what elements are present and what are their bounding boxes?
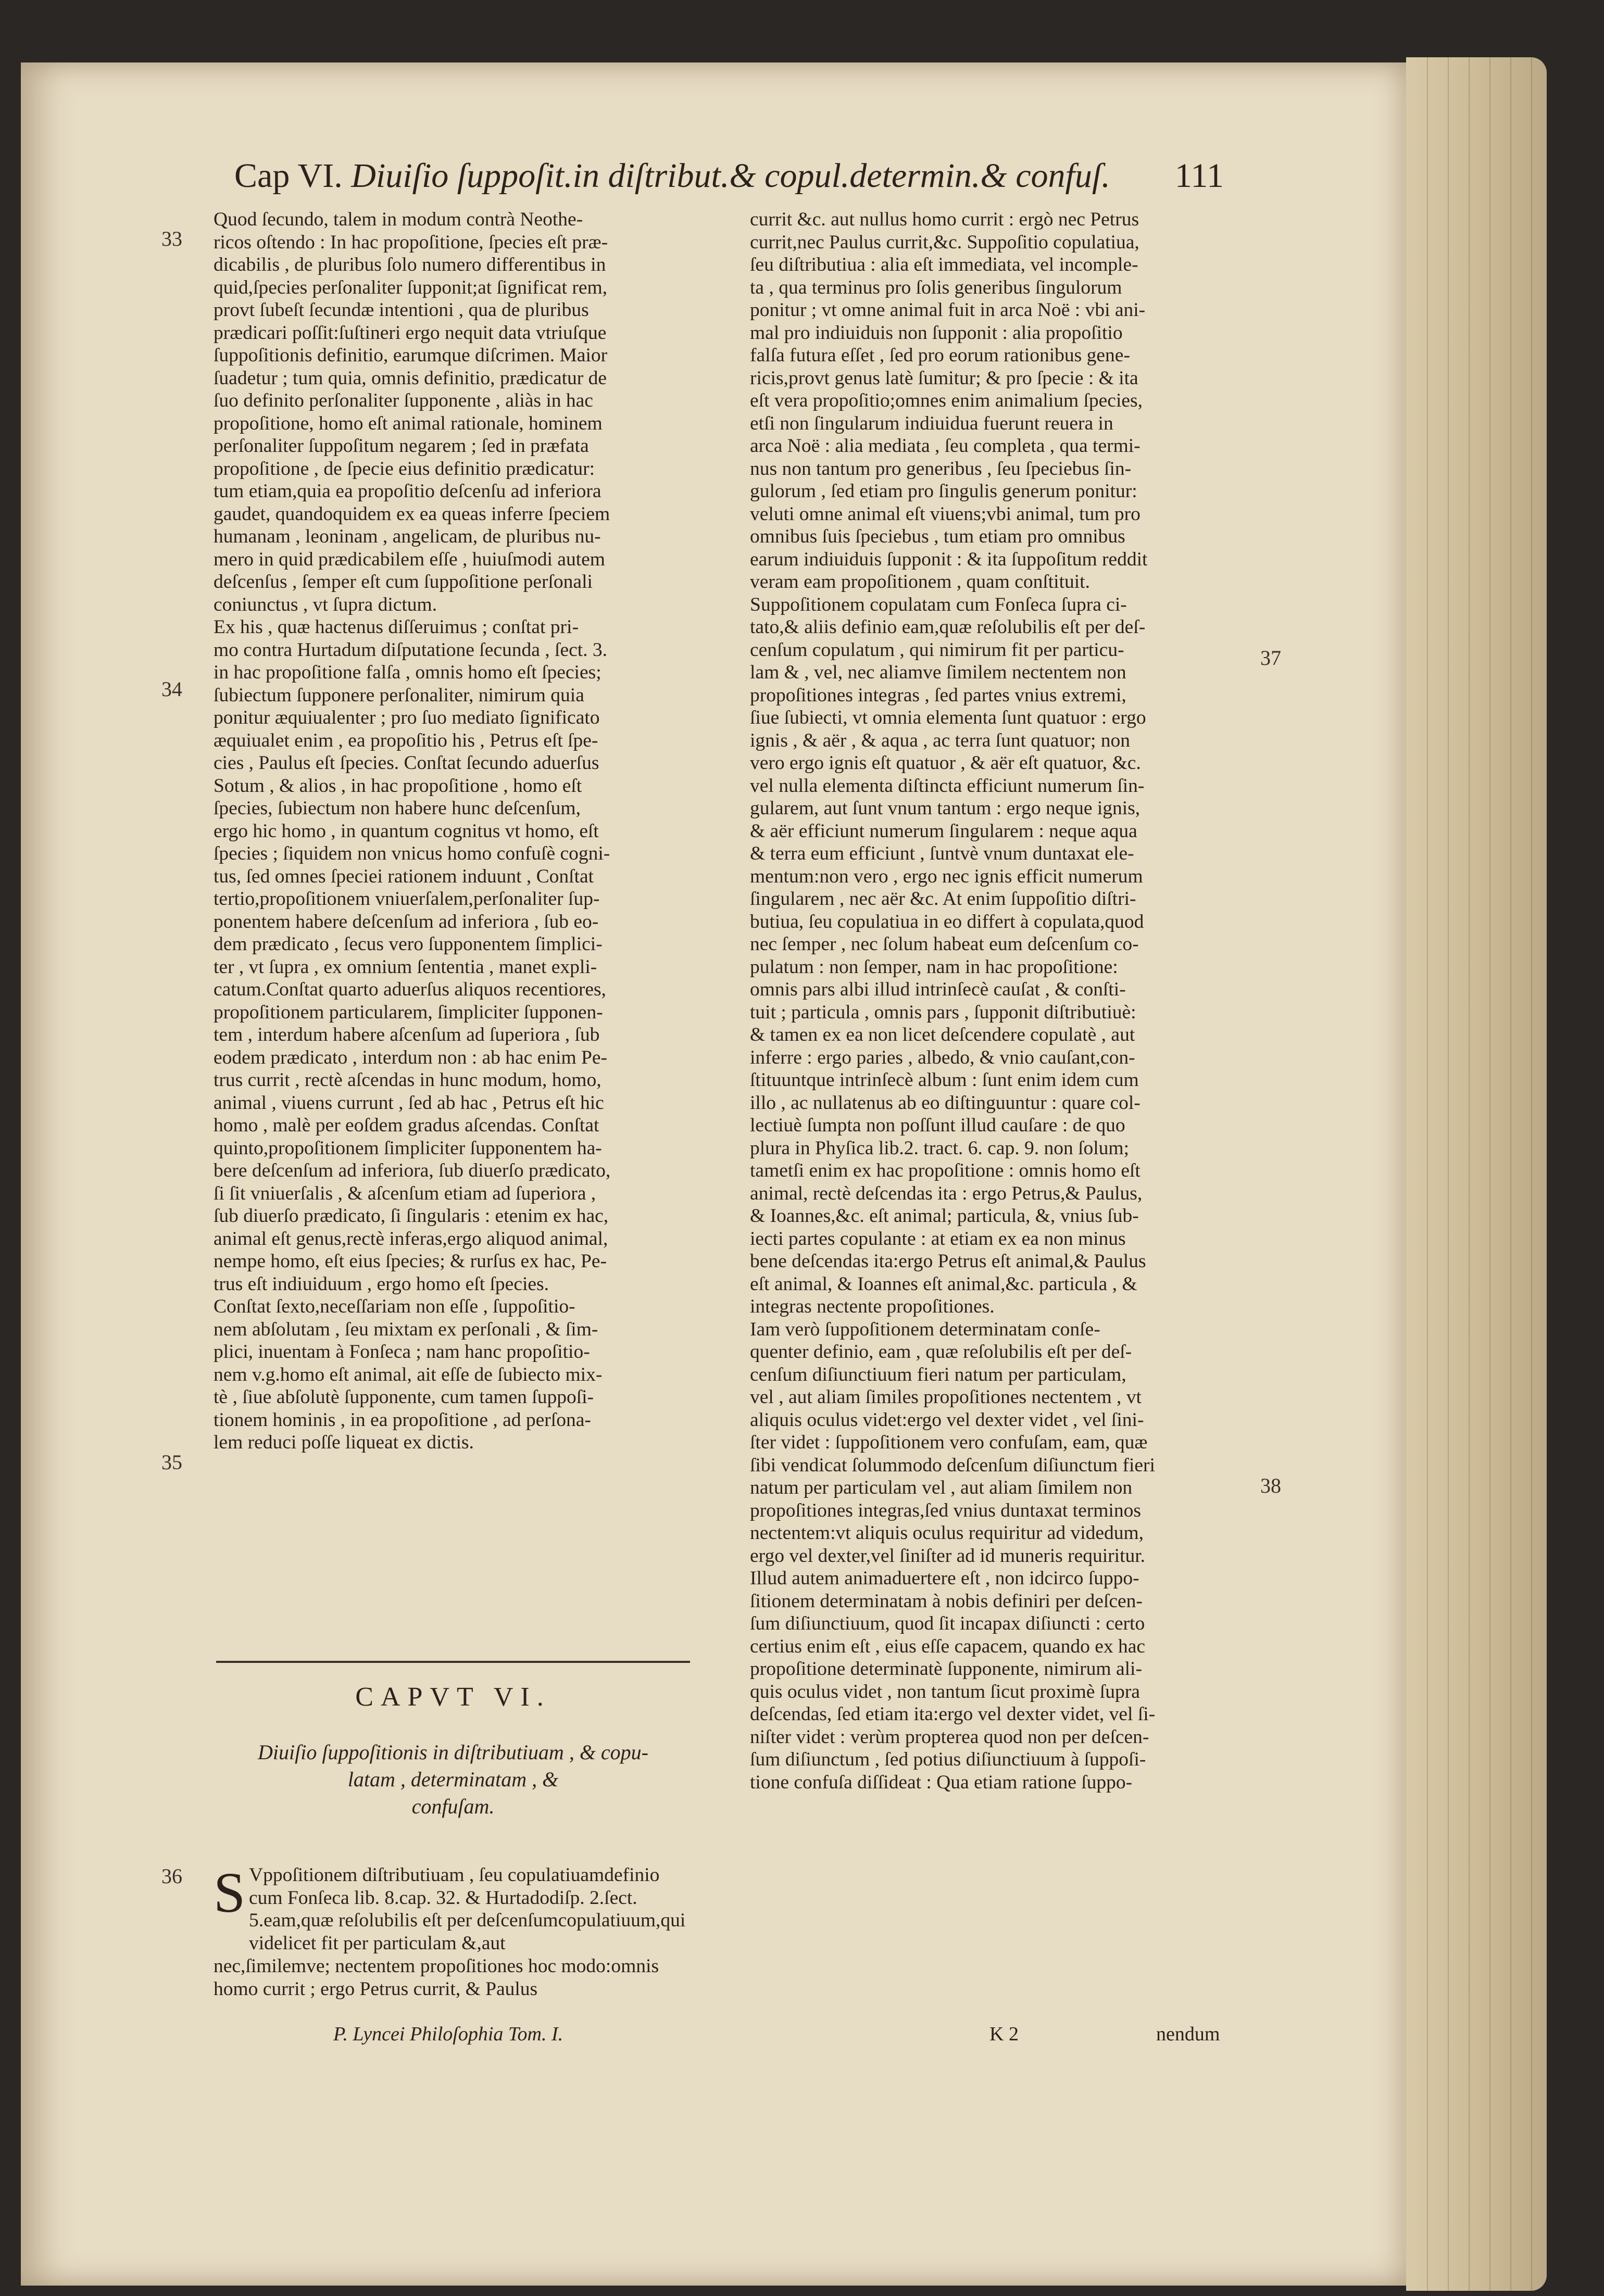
text-line: animal eſt genus,rectè inferas,ergo aliquod animal,: [214, 1228, 608, 1250]
text-line: æquiualet enim , ea propoſitio his , Petrus eſt ſpe-: [214, 729, 598, 751]
text-line: homo , malè per eoſdem gradus aſcendas. Conſtat: [214, 1115, 599, 1136]
text-line: mentum:non vero , ergo nec ignis efficit numerum: [750, 865, 1143, 887]
margin-number: 34: [161, 677, 182, 701]
text-line: ergo hic homo , in quantum cognitus vt homo, eſt: [214, 820, 599, 842]
text-line: propoſitione , de ſpecie eius definitio prædicatur:: [214, 458, 595, 480]
text-line: ſibi vendicat ſolummodo deſcenſum diſiunctum fieri: [750, 1454, 1155, 1476]
text-line: cies , Paulus eſt ſpecies. Conſtat ſecundo aduerſus: [214, 752, 599, 774]
text-line: nec ſemper , nec ſolum habeat eum deſcenſum co-: [750, 933, 1139, 955]
margin-number: 37: [1260, 646, 1281, 670]
text-line: nempe homo, eſt eius ſpecies; & rurſus ex hac, Pe-: [214, 1251, 607, 1272]
text-line: tus, ſed omnes ſpeciei rationem induunt , Conſtat: [214, 865, 594, 887]
text-line: nectentem:vt aliquis oculus requiritur ad videdum,: [750, 1522, 1144, 1544]
chapter-subtitle: [216, 1739, 690, 1820]
margin-number: 35: [161, 1450, 182, 1474]
text-line: animal, rectè deſcendas ita : ergo Petrus,& Paulus,: [750, 1182, 1143, 1204]
text-line: veluti omne animal eſt viuens;vbi animal, tum pro: [750, 503, 1141, 525]
text-line: niſter videt : verùm propterea quod non per deſcen-: [750, 1726, 1149, 1748]
text-line: dicabilis , de pluribus ſolo numero differentibus in: [214, 254, 606, 275]
text-line: tè , ſiue abſolutè ſupponente, cum tamen ſuppoſi-: [214, 1386, 594, 1408]
text-line: deſcenſus , ſemper eſt cum ſuppoſitione perſonali: [214, 571, 593, 592]
text-line: ſpecies ; ſiquidem non vnicus homo confuſè cogni-: [214, 843, 610, 864]
margin-number: 33: [161, 227, 182, 250]
text-line: Sotum , & alios , in hac propoſitione , homo eſt: [214, 775, 582, 797]
text-line: ſeu diſtributiua : alia eſt immediata, vel incomple-: [750, 254, 1138, 275]
text-line: ſitionem determinatam à nobis definiri per deſcen-: [750, 1590, 1143, 1612]
text-line: bere deſcenſum ad inferiora, ſub diuerſo prædicato,: [214, 1160, 611, 1181]
text-line: & aër efficiunt numerum ſingularem : neque aqua: [750, 820, 1137, 842]
text-line: etſi non ſingularum indiuidua fuerunt reuera in: [750, 412, 1113, 434]
text-line: tem , interdum habere aſcenſum ad ſuperiora , ſub: [214, 1024, 600, 1045]
text-line: Suppoſitionem copulatam cum Fonſeca ſupra ci-: [750, 594, 1127, 615]
text-line: ta , qua terminus pro ſolis generibus ſingulorum: [750, 276, 1122, 298]
text-line: ſi ſit vniuerſalis , & aſcenſum etiam ad ſuperiora ,: [214, 1182, 596, 1204]
text-line: ignis , & aër , & aqua , ac terra ſunt quatuor; non: [750, 729, 1130, 751]
text-line: animal , viuens currunt , ſed ab hac , Petrus eſt hic: [214, 1092, 604, 1114]
text-line: veram eam propoſitionem , quam conſtituit.: [750, 571, 1090, 592]
text-line: ſum diſiunctiuum, quod ſit incapax diſiuncti : certo: [750, 1613, 1145, 1634]
text-line: ſum diſiunctum , ſed potius diſiunctiuum à ſuppoſi-: [750, 1749, 1146, 1770]
text-line: ſpecies, ſubiectum non habere hunc deſcenſum,: [214, 798, 581, 819]
text-line: ergo vel dexter,vel ſiniſter ad id muneris requiritur.: [750, 1545, 1146, 1567]
paragraph-36-opening: [249, 1864, 692, 1954]
text-line: diſp. 2.ſect. 5.eam,quæ reſolubilis eſt per deſcenſum: [249, 1887, 637, 1931]
text-line: & tamen ex ea non licet deſcendere copulatè , aut: [750, 1024, 1135, 1045]
text-line: prædicari poſſit:ſuſtineri ergo nequit data vtriuſque: [214, 322, 607, 344]
text-line: illo , ac nullatenus ab eo diſtinguuntur : quare col-: [750, 1092, 1141, 1114]
drop-cap: S: [214, 1861, 246, 1924]
text-line: in hac propoſitione falſa , omnis homo eſt ſpecies;: [214, 662, 602, 683]
text-line: propoſitiones integras , ſed partes vnius extremi,: [750, 684, 1126, 706]
chapter-subtitle-line: confuſam.: [411, 1795, 495, 1818]
text-line: ſuadetur ; tum quia, omnis definitio, prædicatur de: [214, 367, 607, 389]
text-line: tertio,propoſitionem vniuerſalem,perſonaliter ſup-: [214, 888, 600, 910]
text-line: ricis,provt genus latè ſumitur; & pro ſpecie : & ita: [750, 367, 1138, 389]
text-line: ſter videt : ſuppoſitionem vero confuſam, eam, quæ: [750, 1432, 1148, 1453]
text-line: coniunctus , vt ſupra dictum.: [214, 594, 437, 615]
text-line: mero in quid prædicabilem eſſe , huiuſmodi autem: [214, 548, 605, 570]
text-line: perſonaliter ſuppoſitum negarem ; ſed in præfata: [214, 435, 589, 457]
text-line: quinto,propoſitionem ſimpliciter ſupponentem ha-: [214, 1137, 602, 1159]
text-line: propoſitione, homo eſt animal rationale, hominem: [214, 412, 603, 434]
text-line: catum.Conſtat quarto aduerſus aliquos recentiores,: [214, 979, 606, 1000]
left-column: [214, 208, 693, 1454]
text-line: vel , aut aliam ſimiles propoſitiones nectentem , vt: [750, 1386, 1142, 1408]
text-line: tum etiam,quia ea propoſitio deſcenſu ad inferiora: [214, 481, 602, 502]
text-line: earum indiuiduis ſupponit : & ita ſuppoſitum reddit: [750, 548, 1148, 570]
text-line: ſub diuerſo prædicato, ſi ſingularis : etenim ex hac,: [214, 1205, 609, 1227]
text-line: natum per particulam vel , aut aliam ſimilem non: [750, 1477, 1133, 1498]
text-line: bene deſcendas ita:ergo Petrus eſt animal,& Paulus: [750, 1251, 1146, 1272]
text-line: currit &c. aut nullus homo currit : ergò nec Petrus: [750, 209, 1139, 230]
text-line: nus non tantum pro generibus , ſeu ſpeciebus ſin-: [750, 458, 1132, 480]
text-line: omnis homo currit ; ergo Petrus currit, & Paulus: [214, 1956, 659, 2000]
text-line: ſtituuntque intrinſecè album : ſunt enim idem cum: [750, 1069, 1139, 1091]
text-line: vero ergo ignis eſt quatuor , & aër eſt quatuor, &c.: [750, 752, 1141, 774]
text-line: cenſum copulatum , qui nimirum fit per particu-: [750, 639, 1124, 661]
chapter-label: Cap VI.: [234, 157, 343, 195]
text-line: ponitur æquiualenter ; pro ſuo mediato ſignificato: [214, 707, 600, 728]
text-line: tato,& aliis definio eam,quæ reſolubilis eſt per deſ-: [750, 616, 1146, 638]
text-line: iecti partes copulante : at etiam ex ea non minus: [750, 1228, 1126, 1250]
text-line: integras nectente propoſitiones.: [750, 1296, 995, 1317]
margin-number: 36: [161, 1864, 182, 1888]
text-line: ſuo definito perſonaliter ſupponente , aliàs in hac: [214, 390, 593, 411]
running-title: Diuiſio ſuppoſit.in diſtribut.& copul.determin.& confuſ.: [351, 157, 1110, 195]
chapter-subtitle-line: latam , determinatam , &: [347, 1768, 559, 1791]
text-line: ſubiectum ſupponere perſonaliter, nimirum quia: [214, 684, 584, 706]
text-line: certius enim eſt , eius eſſe capacem, quando ex hac: [750, 1635, 1146, 1657]
text-line: provt ſubeſt ſecundæ intentioni , qua de pluribus: [214, 299, 589, 321]
text-line: tuit ; particula , omnis pars , ſupponit diſtributiuè:: [750, 1001, 1136, 1023]
text-line: tione confuſa diſſideat : Qua etiam ratione ſuppo-: [750, 1771, 1133, 1793]
text-line: nec,ſimilemve; nectentem propoſitiones hoc modo:: [214, 1956, 611, 1977]
text-line: plici, inuentam à Fonſeca ; nam hanc propoſitio-: [214, 1341, 590, 1363]
text-line: ricos oſtendo : In hac propoſitione, ſpecies eſt præ-: [214, 231, 608, 253]
text-line: omnibus ſuis ſpeciebus , tum etiam pro omnibus: [750, 526, 1125, 547]
paragraph-36-continuation: [214, 1955, 693, 2000]
text-line: ſuppoſitionis definitio, earumque diſcrimen. Maior: [214, 345, 608, 366]
text-line: ponitur ; vt omne animal fuit in arca Noë : vbi ani-: [750, 299, 1146, 321]
text-line: & terra eum efficiunt , ſuntvè vnum duntaxat ele-: [750, 843, 1134, 864]
text-line: lem reduci poſſe liqueat ex dictis.: [214, 1432, 474, 1453]
text-line: falſa futura eſſet , ſed pro eorum rationibus gene-: [750, 345, 1130, 366]
text-line: quid,ſpecies perſonaliter ſupponit;at ſignificat rem,: [214, 276, 608, 298]
text-line: Iam verò ſuppoſitionem determinatam conſe-: [750, 1318, 1100, 1340]
text-line: deſcendas, ſed etiam ita:ergo vel dexter videt, vel ſi-: [750, 1704, 1156, 1725]
text-line: quenter definio, eam , quæ reſolubilis eſt per deſ-: [750, 1341, 1132, 1363]
running-header: [234, 156, 1224, 208]
text-line: eſt vera propoſitio;omnes enim animalium ſpecies,: [750, 390, 1143, 411]
page-number: 111: [1174, 157, 1224, 195]
text-line: Quod ſecundo, talem in modum contrà Neothe-: [214, 209, 583, 230]
text-line: dem prædicato , ſecus vero ſupponentem ſimplici-: [214, 933, 603, 955]
text-line: cenſum diſiunctiuum fieri natum per particulam,: [750, 1364, 1126, 1385]
text-line: ſingularem , nec aër &c. At enim ſuppoſitio diſtri-: [750, 888, 1136, 910]
text-line: tametſi enim ex hac propoſitione : omnis homo eſt: [750, 1160, 1141, 1181]
text-line: pulatum : non ſemper, nam in hac propoſitione:: [750, 956, 1118, 978]
section-rule: [216, 1661, 690, 1663]
signature-mark: K 2: [989, 2023, 1019, 2045]
text-line: eodem prædicato , interdum non : ab hac enim Pe-: [214, 1046, 608, 1068]
text-line: mal pro indiuiduis non ſupponit : alia propoſitio: [750, 322, 1123, 344]
text-line: humanam , leoninam , angelicam, de pluribus nu-: [214, 526, 601, 547]
footer-work-title: P. Lyncei Philoſophia Tom. I.: [333, 2023, 563, 2045]
text-line: nem abſolutam , ſeu mixtam ex perſonali , & ſim-: [214, 1318, 598, 1340]
text-line: quis oculus videt , non tantum ſicut proximè ſupra: [750, 1681, 1140, 1702]
text-line: trus eſt indiuiduum , ergo homo eſt ſpecies.: [214, 1273, 549, 1295]
text-line: trus currit , rectè aſcendas in hunc modum, homo,: [214, 1069, 602, 1091]
text-line: tionem hominis , in ea propoſitione , ad perſona-: [214, 1409, 591, 1431]
text-line: eſt animal, & Ioannes eſt animal,&c. particula , &: [750, 1273, 1137, 1295]
text-line: gularem, aut ſunt vnum tantum : ergo neque ignis,: [750, 798, 1141, 819]
text-line: mo contra Hurtadum diſputatione ſecunda , ſect. 3.: [214, 639, 608, 661]
text-line: arca Noë : alia mediata , ſeu completa , qua termi-: [750, 435, 1141, 457]
text-line: omnis pars albi illud intrinſecè cauſat , & conſti-: [750, 979, 1126, 1000]
right-column: [750, 208, 1226, 1794]
text-line: Ex his , quæ hactenus diſſeruimus ; conſtat pri-: [214, 616, 579, 638]
text-line: copulatiuum,qui videlicet fit per particulam &,aut: [249, 1910, 686, 1954]
text-line: & Ioannes,&c. eſt animal; particula, &, vnius ſub-: [750, 1205, 1139, 1227]
catchword: nendum: [1156, 2023, 1220, 2045]
text-line: propoſitione determinatè ſupponente, nimirum ali-: [750, 1658, 1142, 1680]
text-line: butiua, ſeu copulatiua in eo differt à copulata,quod: [750, 911, 1144, 932]
text-line: aliquis oculus videt:ergo vel dexter videt , vel ſini-: [750, 1409, 1144, 1431]
text-line: plura in Phyſica lib.2. tract. 6. cap. 9. non ſolum;: [750, 1137, 1129, 1159]
text-line: propoſitionem particularem, ſimpliciter ſupponen-: [214, 1001, 603, 1023]
text-line: definio cum Fonſeca lib. 8.cap. 32. & Hurtado: [249, 1864, 660, 1909]
text-line: lectiuè ſumpta non poſſunt illud cauſare : de quo: [750, 1115, 1125, 1136]
text-line: inferre : ergo paries , albedo, & vnio cauſant,con-: [750, 1046, 1135, 1068]
text-line: Conſtat ſexto,neceſſariam non eſſe , ſuppoſitio-: [214, 1296, 575, 1317]
text-line: propoſitiones integras,ſed vnius duntaxat terminos: [750, 1499, 1141, 1521]
page-edges: [1406, 57, 1547, 2291]
text-line: currit,nec Paulus currit,&c. Suppoſitio copulatiua,: [750, 231, 1139, 253]
text-line: lam & , vel, nec aliamve ſimilem nectentem non: [750, 662, 1126, 683]
chapter-subtitle-line: Diuiſio ſuppoſitionis in diſtributiuam , & copu-: [257, 1740, 649, 1764]
margin-number: 38: [1260, 1474, 1281, 1497]
text-line: ſiue ſubiecti, vt omnia elementa ſunt quatuor : ergo: [750, 707, 1146, 728]
text-line: Illud autem animaduertere eſt , non idcirco ſuppo-: [750, 1568, 1139, 1589]
text-line: ter , vt ſupra , ex omnium ſententia , manet expli-: [214, 956, 597, 978]
text-line: nem v.g.homo eſt animal, ait eſſe de ſubiecto mix-: [214, 1364, 603, 1385]
text-line: vel nulla elementa diſtincta efficiunt numerum ſin-: [750, 775, 1145, 797]
text-line: ponentem habere deſcenſum ad inferiora , ſub eo-: [214, 911, 599, 932]
text-line: gaudet, quandoquidem ex ea queas inferre ſpeciem: [214, 503, 610, 525]
text-line: Vppoſitionem diſtributiuam , ſeu copulatiuam: [249, 1864, 605, 1886]
chapter-heading: CAPVT VI.: [355, 1682, 551, 1712]
text-line: gulorum , ſed etiam pro ſingulis generum ponitur:: [750, 481, 1137, 502]
